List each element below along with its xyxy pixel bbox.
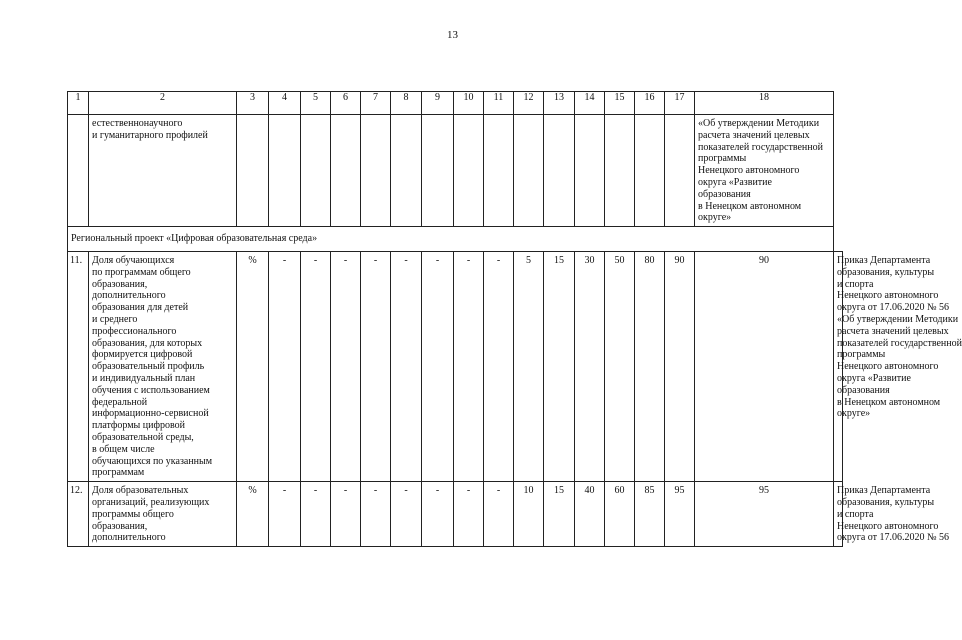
text-line: дополнительного <box>92 290 166 302</box>
value-cell: 80 <box>635 251 665 481</box>
text-line: Доля обучающихся <box>92 254 175 266</box>
value-cell: 40 <box>575 482 605 547</box>
text-line: и спорта <box>837 278 874 290</box>
table-row <box>68 482 843 547</box>
value-cell: - <box>422 251 454 481</box>
header-cell: 13 <box>544 92 575 115</box>
text-line: показателей государственной <box>698 141 823 153</box>
value-cell: - <box>454 482 484 547</box>
value-cell: - <box>361 482 391 547</box>
value-cell <box>361 115 391 227</box>
text-line: округа «Развитие <box>698 176 772 188</box>
text-line: Доля образовательных <box>92 485 189 497</box>
value-cell: - <box>269 251 301 481</box>
text-line: федеральной <box>92 396 148 408</box>
text-line: округа «Развитие <box>837 372 911 384</box>
index-cell <box>68 115 89 227</box>
text-line: образования для детей <box>92 302 189 314</box>
text-line: естественнонаучного <box>92 118 183 129</box>
value-cell: 15 <box>544 482 575 547</box>
text-line: организаций, реализующих <box>92 496 210 508</box>
source-cell <box>834 251 962 481</box>
text-line: образования <box>698 188 751 200</box>
text-line: обучения с использованием <box>92 384 210 396</box>
text-line: образования, <box>92 278 148 290</box>
header-cell: 17 <box>665 92 695 115</box>
text-line: округа от 17.06.2020 № 56 <box>837 532 950 544</box>
unit-cell: % <box>237 251 269 481</box>
header-cell: 18 <box>695 92 834 115</box>
value-cell <box>422 115 454 227</box>
value-cell: - <box>331 482 361 547</box>
source-cell <box>834 482 950 547</box>
text-line: расчета значений целевых <box>698 129 810 141</box>
value-cell: 90 <box>695 251 834 481</box>
value-cell <box>665 115 695 227</box>
value-cell: - <box>391 251 422 481</box>
header-cell: 11 <box>484 92 514 115</box>
header-cell: 1 <box>68 92 89 115</box>
text-line: Ненецкого автономного <box>698 165 800 177</box>
value-cell: - <box>301 482 331 547</box>
page-number: 13 <box>447 29 458 41</box>
value-cell <box>301 115 331 227</box>
value-cell <box>544 115 575 227</box>
value-cell <box>269 115 301 227</box>
header-cell: 12 <box>514 92 544 115</box>
text-line: Ненецкого автономного <box>837 520 939 532</box>
value-cell <box>514 115 544 227</box>
value-cell <box>605 115 635 227</box>
value-cell <box>635 115 665 227</box>
text-line: программы <box>698 153 747 165</box>
header-cell: 10 <box>454 92 484 115</box>
header-cell: 3 <box>237 92 269 115</box>
value-cell: 50 <box>605 251 635 481</box>
value-cell: - <box>484 482 514 547</box>
section-row <box>68 227 843 252</box>
header-cell: 14 <box>575 92 605 115</box>
text-line: образовательный профиль <box>92 361 205 373</box>
value-cell: 10 <box>514 482 544 547</box>
text-line: в Ненецком автономном <box>837 396 941 408</box>
value-cell: - <box>331 251 361 481</box>
header-cell: 6 <box>331 92 361 115</box>
text-line: и среднего <box>92 313 138 325</box>
text-line: расчета значений целевых <box>837 325 949 337</box>
source-cell <box>695 115 834 227</box>
table-row <box>68 251 843 481</box>
text-line: образовательной среды, <box>92 431 194 443</box>
header-cell: 8 <box>391 92 422 115</box>
text-line: Ненецкого автономного <box>837 361 939 373</box>
value-cell: 15 <box>544 251 575 481</box>
header-cell: 7 <box>361 92 391 115</box>
text-line: по программам общего <box>92 266 191 278</box>
value-cell: 85 <box>635 482 665 547</box>
text-line: платформы цифровой <box>92 420 185 432</box>
value-cell: 30 <box>575 251 605 481</box>
value-cell: - <box>269 482 301 547</box>
text-line: округа от 17.06.2020 № 56 <box>837 302 950 314</box>
header-cell: 16 <box>635 92 665 115</box>
text-line: Приказ Департамента <box>837 254 931 266</box>
text-line: дополнительного <box>92 532 166 544</box>
value-cell: 95 <box>695 482 834 547</box>
value-cell: 60 <box>605 482 635 547</box>
text-line: округе» <box>698 212 732 224</box>
value-cell: - <box>361 251 391 481</box>
text-line: и спорта <box>837 508 874 520</box>
text-line: округе» <box>837 408 871 420</box>
header-cell: 15 <box>605 92 635 115</box>
text-line: программы <box>837 349 886 361</box>
value-cell: 5 <box>514 251 544 481</box>
value-cell <box>454 115 484 227</box>
value-cell <box>237 115 269 227</box>
text-line: формируется цифровой <box>92 349 193 361</box>
header-cell: 2 <box>89 92 237 115</box>
value-cell: - <box>422 482 454 547</box>
header-cell: 4 <box>269 92 301 115</box>
index-cell: 12. <box>68 482 89 547</box>
text-line: «Об утверждении Методики <box>698 118 820 129</box>
text-line: образования, культуры <box>837 266 935 278</box>
text-line: в общем числе <box>92 443 155 455</box>
text-line: образования <box>837 384 890 396</box>
text-line: Приказ Департамента <box>837 485 931 497</box>
value-cell: - <box>484 251 514 481</box>
section-title: Региональный проект «Цифровая образовательная среда» <box>68 227 834 252</box>
value-cell: - <box>454 251 484 481</box>
value-cell <box>575 115 605 227</box>
value-cell <box>331 115 361 227</box>
indicator-cell <box>89 115 237 227</box>
text-line: информационно-сервисной <box>92 408 209 420</box>
indicator-cell <box>89 482 237 547</box>
text-line: показателей государственной <box>837 337 962 349</box>
text-line: обучающихся по указанным <box>92 455 213 467</box>
header-cell: 5 <box>301 92 331 115</box>
value-cell: 95 <box>665 482 695 547</box>
text-line: образования, культуры <box>837 496 935 508</box>
indicator-cell <box>89 251 237 481</box>
value-cell: - <box>301 251 331 481</box>
value-cell: 90 <box>665 251 695 481</box>
text-line: программы общего <box>92 508 174 520</box>
value-cell <box>484 115 514 227</box>
value-cell <box>391 115 422 227</box>
text-line: в Ненецком автономном <box>698 200 802 212</box>
text-line: образования, <box>92 520 148 532</box>
text-line: программам <box>92 467 145 479</box>
text-line: Ненецкого автономного <box>837 290 939 302</box>
text-line: образования, для которых <box>92 337 203 349</box>
header-cell: 9 <box>422 92 454 115</box>
value-cell: - <box>391 482 422 547</box>
unit-cell: % <box>237 482 269 547</box>
text-line: профессионального <box>92 325 177 337</box>
text-line: и гуманитарного профилей <box>92 129 208 141</box>
indicators-table <box>67 91 962 547</box>
text-line: «Об утверждении Методики <box>837 313 959 325</box>
table-row <box>68 115 843 227</box>
index-cell: 11. <box>68 251 89 481</box>
text-line: и индивидуальный план <box>92 372 196 384</box>
header-row <box>68 92 843 115</box>
